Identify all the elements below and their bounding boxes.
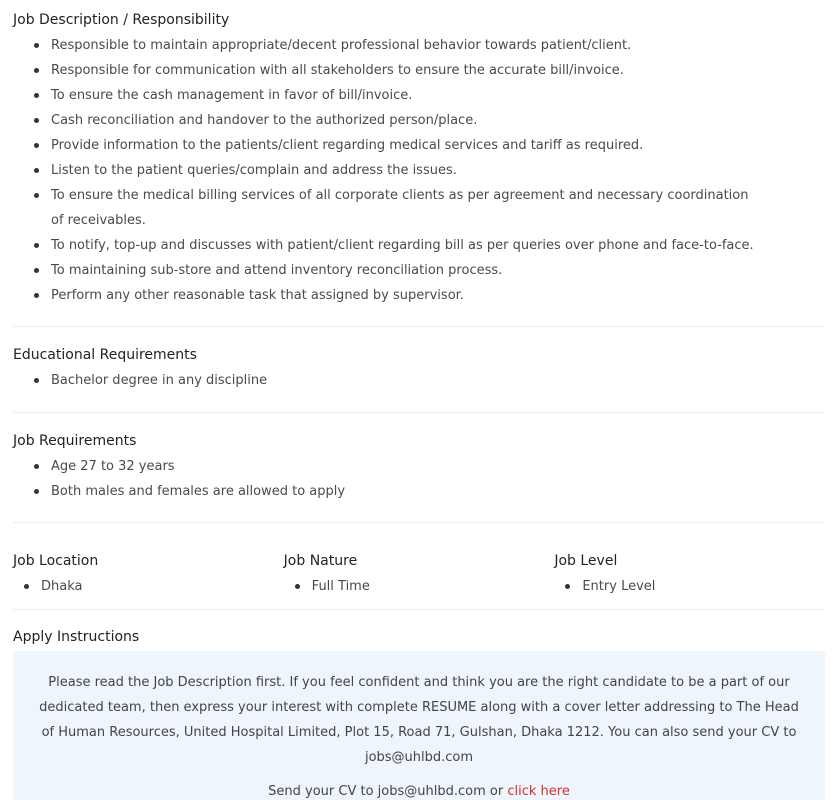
job-nature-column — [284, 552, 555, 599]
job-nature-list — [284, 574, 555, 599]
list-item: Provide information to the patients/client regarding medical services and tariff as required. — [13, 133, 825, 158]
job-requirements-list — [13, 454, 825, 504]
educational-requirements-list — [13, 368, 825, 393]
apply-instructions-section — [13, 628, 825, 800]
job-description-title: Job Description / Responsibility — [13, 12, 230, 28]
list-item: Cash reconciliation and handover to the authorized person/place. — [13, 108, 825, 133]
job-location-list — [13, 574, 284, 599]
section-divider — [13, 609, 825, 610]
list-item: Responsible to maintain appropriate/decent professional behavior towards patient/client. — [13, 33, 825, 58]
list-item: To ensure the medical billing services of all corporate clients as per agreement and necessary coordination of receivables. — [13, 183, 825, 233]
job-location-title: Job Location — [13, 553, 99, 569]
educational-requirements-section — [13, 346, 825, 393]
job-requirements-section — [13, 432, 825, 504]
job-level-column — [554, 552, 825, 599]
list-item: Age 27 to 32 years — [13, 454, 825, 479]
apply-click-here-link[interactable]: click here — [507, 784, 570, 799]
send-cv-text: Send your CV to jobs@uhlbd.com or — [268, 784, 504, 799]
section-divider — [13, 326, 825, 327]
apply-instructions-title: Apply Instructions — [13, 629, 140, 645]
list-item: Listen to the patient queries/complain and address the issues. — [13, 158, 825, 183]
job-level-title: Job Level — [554, 553, 618, 569]
list-item: To notify, top-up and discusses with patient/client regarding bill as per queries over phone and face-to-face. — [13, 233, 825, 258]
job-location-value: Dhaka — [13, 574, 284, 599]
job-summary-columns — [13, 552, 825, 599]
job-requirements-title: Job Requirements — [13, 433, 137, 449]
list-item: To maintaining sub-store and attend inventory reconciliation process. — [13, 258, 825, 283]
apply-instructions-text: Please read the Job Description first. If you feel confident and think you are the right candidate to be a part of our dedicated team, then express your interest with complete RESUME along with a cover letter addressing to The Head of Human Resources, United Hospital Limited, Plot 15, Road 71, Gulshan, Dhaka 1212. You can also send your CV to jobs@uhlbd.com — [39, 675, 799, 765]
job-level-list — [554, 574, 825, 599]
section-divider — [13, 412, 825, 413]
job-description-list — [13, 33, 825, 308]
send-cv-line — [33, 779, 805, 800]
list-item: Perform any other reasonable task that assigned by supervisor. — [13, 283, 825, 308]
list-item: Bachelor degree in any discipline — [13, 368, 825, 393]
job-level-value: Entry Level — [554, 574, 825, 599]
list-item: Both males and females are allowed to apply — [13, 479, 825, 504]
list-item: Responsible for communication with all stakeholders to ensure the accurate bill/invoice. — [13, 58, 825, 83]
list-item: To ensure the cash management in favor of bill/invoice. — [13, 83, 825, 108]
job-nature-value: Full Time — [284, 574, 555, 599]
educational-requirements-title: Educational Requirements — [13, 347, 197, 363]
job-description-section — [13, 11, 825, 308]
apply-instructions-box — [13, 651, 825, 800]
section-divider — [13, 522, 825, 523]
job-location-column — [13, 552, 284, 599]
job-nature-title: Job Nature — [283, 553, 358, 569]
